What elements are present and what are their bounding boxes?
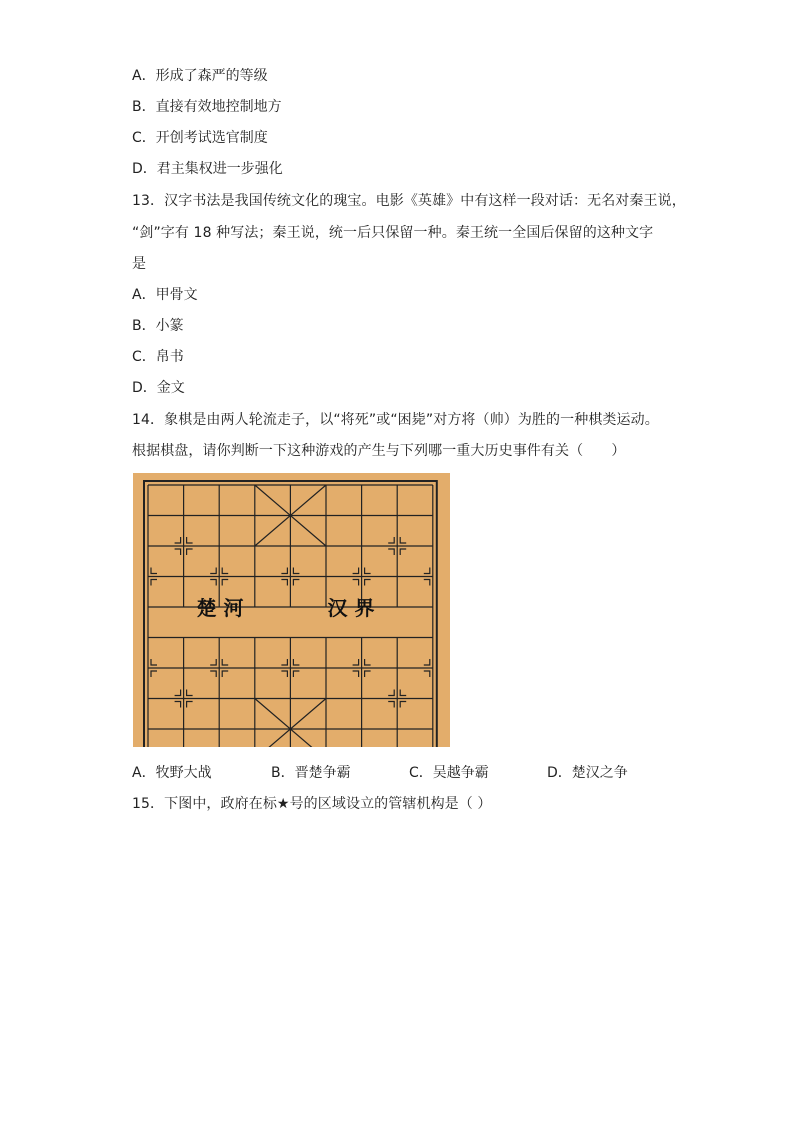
q12-option-a: A．形成了森严的等级 [132,68,268,84]
q13-option-d: D．金文 [132,380,185,396]
q12-option-b: B．直接有效地控制地方 [132,99,282,115]
q13-option-a: A．甲骨文 [132,287,198,303]
q14-stem-line-1: 14．象棋是由两人轮流走子，以“将死”或“困毙”对方将（帅）为胜的一种棋类运动。 [132,412,659,428]
q13-stem-line-1: 13．汉字书法是我国传统文化的瑰宝。电影《英雄》中有这样一段对话：无名对秦王说， [132,193,686,209]
xiangqi-board-image [133,473,450,747]
q14-option-c: C．吴越争霸 [409,765,489,781]
q12-option-c: C．开创考试选官制度 [132,130,268,146]
q13-option-b: B．小篆 [132,318,184,334]
q13-stem-line-3: 是 [132,256,147,272]
q12-option-d: D．君主集权进一步强化 [132,161,283,177]
q14-option-a: A．牧野大战 [132,765,212,781]
q14-option-d: D．楚汉之争 [547,765,628,781]
q13-option-c: C．帛书 [132,349,184,365]
q14-stem-line-2: 根据棋盘，请你判断一下这种游戏的产生与下列哪一重大历史事件有关（ ） [132,443,626,459]
xiangqi-board [133,473,450,747]
q14-option-b: B．晋楚争霸 [271,765,351,781]
q15-stem: 15．下图中，政府在标★号的区域设立的管辖机构是（ ） [132,796,492,812]
river-label-left: 楚 河 [196,596,244,620]
river-label-right: 汉 界 [327,596,375,620]
q13-stem-line-2: “剑”字有 18 种写法；秦王说，统一后只保留一种。秦王统一全国后保留的这种文字 [132,225,654,241]
